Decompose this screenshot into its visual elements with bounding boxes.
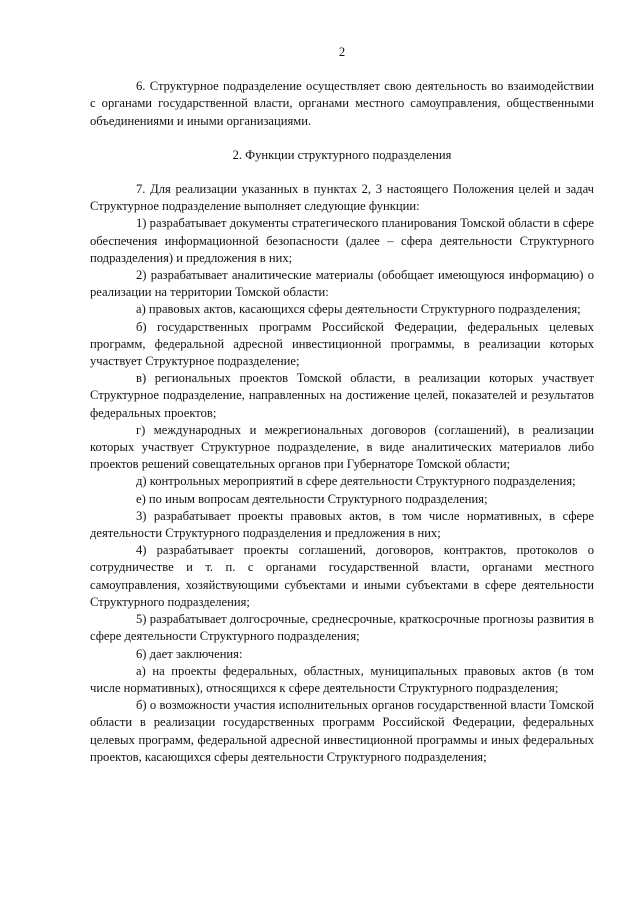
function-2g: г) международных и межрегиональных договоров (соглашений), в реализации которых участвует Структурное подразделение, в виде аналитических материалов либо проектов решений совещательных органов при Губернаторе Томской области; bbox=[90, 422, 594, 472]
function-2v: в) региональных проектов Томской области, в реализации которых участвует Структурное подразделение, направленных на достижение целей, показателей и результатов федеральных проектов; bbox=[90, 371, 594, 420]
paragraph-6: 6. Структурное подразделение осуществляет свою деятельность во взаимодействии с органами государственной власти, органами местного самоуправления, общественными объединениями и иными организациями. bbox=[90, 79, 594, 128]
paragraph-7: 7. Для реализации указанных в пунктах 2, 3 настоящего Положения целей и задач Структурное подразделение выполняет следующие функции: bbox=[90, 182, 594, 214]
function-2: 2) разрабатывает аналитические материалы (обобщает имеющуюся информацию) о реализации на территории Томской области: bbox=[90, 268, 594, 300]
function-2d: д) контрольных мероприятий в сфере деятельности Структурного подразделения; bbox=[136, 474, 576, 489]
section-heading: 2. Функции структурного подразделения bbox=[232, 147, 452, 162]
function-2a: а) правовых актов, касающихся сферы деятельности Структурного подразделения; bbox=[136, 302, 581, 317]
document-page bbox=[90, 44, 594, 766]
function-6: 6) дает заключения: bbox=[136, 646, 243, 661]
function-1: 1) разрабатывает документы стратегического планирования Томской области в сфере обеспечения информационной безопасности (далее – сфера деятельности Структурного подразделения) и предложения в них; bbox=[90, 216, 594, 265]
function-2e: е) по иным вопросам деятельности Структурного подразделения; bbox=[136, 491, 488, 506]
function-5: 5) разрабатывает долгосрочные, среднесрочные, краткосрочные прогнозы развития в сфере деятельности Структурного подразделения; bbox=[90, 612, 594, 644]
function-4: 4) разрабатывает проекты соглашений, договоров, контрактов, протоколов о сотрудничестве и т. п. с органами государственной власти, органами местного самоуправления, хозяйствующими субъектами и иными субъектами в сфере деятельности Структурного подразделения; bbox=[90, 543, 594, 609]
page-number: 2 bbox=[338, 45, 346, 59]
function-6b: б) о возможности участия исполнительных органов государственной власти Томской области в реализации государственных программ Российской Федерации, федеральных целевых программ, федеральной адресной инвестиционной программы и иных федеральных проектов, касающихся сферы деятельности Структурного подразделения; bbox=[90, 698, 594, 764]
function-6a: а) на проекты федеральных, областных, муниципальных правовых актов (в том числе нормативных), относящихся к сфере деятельности Структурного подразделения; bbox=[90, 663, 594, 695]
function-3: 3) разрабатывает проекты правовых актов, в том числе нормативных, в сфере деятельности Структурного подразделения и предложения в них; bbox=[90, 508, 594, 541]
function-2b: б) государственных программ Российской Федерации, федеральных целевых программ, федеральной адресной инвестиционной программы, в реализации которых участвует Структурное подразделение; bbox=[90, 319, 594, 369]
